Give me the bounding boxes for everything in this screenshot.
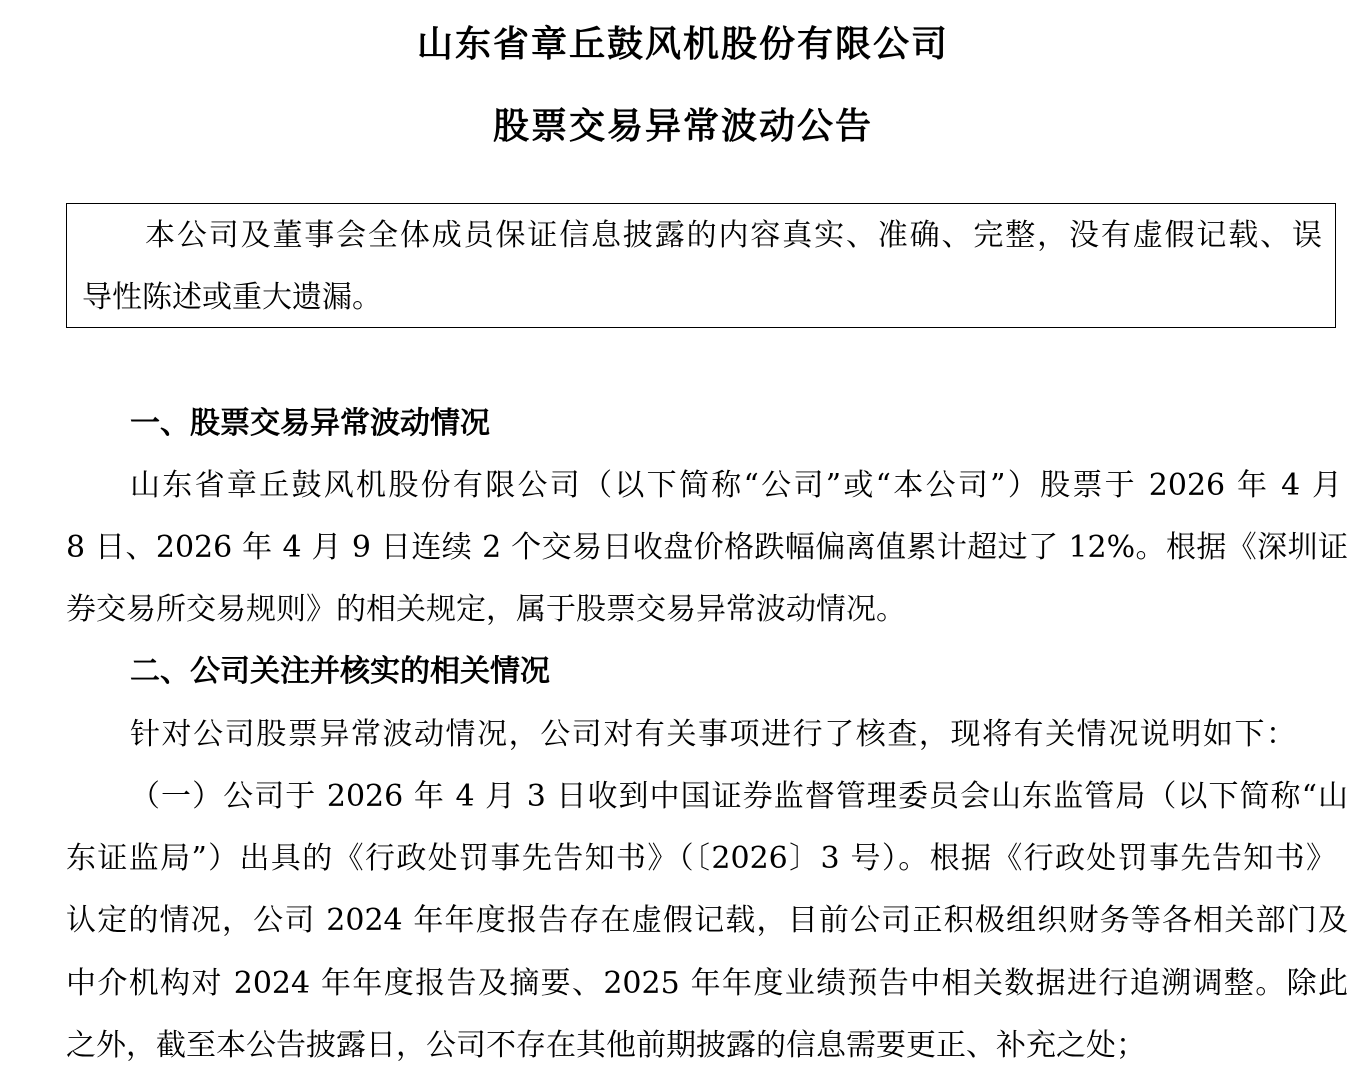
paragraph-line: （一）公司于 2026 年 4 月 3 日收到中国证券监督管理委员会山东监管局（以下简称“山 <box>130 779 1348 814</box>
paragraph-line: 8 日、2026 年 4 月 9 日连续 2 个交易日收盘价格跌幅偏离值累计超过了 12%。根据《深圳证 <box>66 530 1348 565</box>
paragraph-line: 东证监局”）出具的《行政处罚事先告知书》（〔2026〕3 号）。根据《行政处罚事先告知书》 <box>66 841 1336 876</box>
paragraph-line: 认定的情况，公司 2024 年年度报告存在虚假记载，目前公司正积极组织财务等各相关部门及 <box>66 903 1348 938</box>
section-heading: 二、公司关注并核实的相关情况 <box>130 654 550 689</box>
paragraph-line: 中介机构对 2024 年年度报告及摘要、2025 年年度业绩预告中相关数据进行追溯调整。除此 <box>66 966 1348 1001</box>
paragraph-line: 券交易所交易规则》的相关规定，属于股票交易异常波动情况。 <box>66 592 906 627</box>
notice-line: 导性陈述或重大遗漏。 <box>82 280 382 315</box>
paragraph-line: 之外，截至本公告披露日，公司不存在其他前期披露的信息需要更正、补充之处； <box>66 1028 1146 1063</box>
paragraph-line: 针对公司股票异常波动情况，公司对有关事项进行了核查，现将有关情况说明如下： <box>130 717 1296 752</box>
document-subtitle: 股票交易异常波动公告 <box>492 105 873 147</box>
document-title: 山东省章丘鼓风机股份有限公司 <box>416 23 949 65</box>
section-heading: 一、股票交易异常波动情况 <box>130 406 490 441</box>
paragraph-line: 山东省章丘鼓风机股份有限公司（以下简称“公司”或“本公司”）股票于 2026 年 4 月 <box>130 468 1342 503</box>
notice-line: 本公司及董事会全体成员保证信息披露的内容真实、准确、完整，没有虚假记载、误 <box>145 218 1322 253</box>
